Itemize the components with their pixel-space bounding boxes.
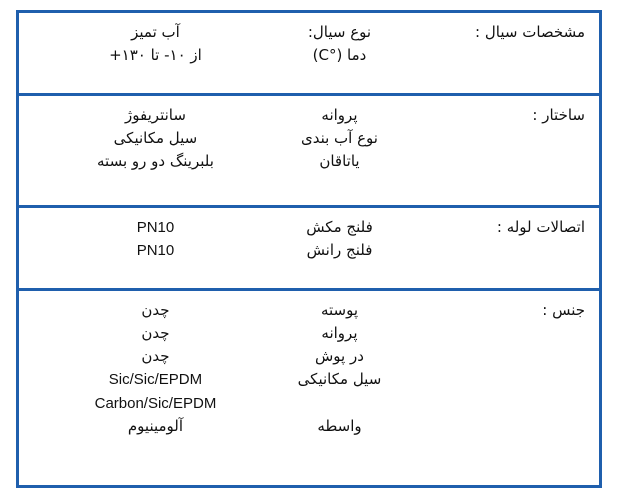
table-row — [19, 13, 599, 94]
param-label: پوسته — [320, 300, 358, 319]
section-label: مشخصات سیال : — [475, 23, 585, 41]
param-value: Carbon/Sic/EPDM — [94, 394, 217, 412]
section-params-cell — [252, 13, 427, 94]
param-value: سانتریفوژ — [125, 105, 186, 124]
section-params-cell — [252, 94, 427, 206]
section-params-cell — [252, 289, 427, 485]
param-label: نوع سیال: — [307, 23, 372, 41]
param-value: چدن — [141, 347, 170, 366]
section-values-cell — [19, 206, 252, 289]
section-params-cell — [252, 206, 427, 289]
specification-table-container — [16, 10, 602, 488]
param-label: فلنج مکش — [306, 217, 373, 236]
param-label: پروانه — [321, 105, 358, 124]
section-values-cell — [19, 94, 252, 206]
param-label-blank — [252, 392, 427, 415]
section-values-cell — [19, 289, 252, 485]
table-row — [19, 94, 599, 206]
param-value: PN10 — [136, 218, 175, 236]
param-label: دما (°C) — [312, 46, 367, 65]
section-label: ساختار : — [532, 105, 585, 124]
param-label: یاتاقان — [319, 152, 360, 171]
param-value: چدن — [141, 323, 170, 342]
param-value: آب تمیز — [131, 23, 180, 41]
section-label-cell — [427, 206, 599, 289]
specification-table-body — [19, 13, 599, 485]
section-label: جنس : — [542, 300, 585, 319]
param-value: آلومینیوم — [127, 416, 184, 435]
param-label: در پوش — [315, 347, 364, 366]
table-row — [19, 289, 599, 485]
param-label: فلنج رانش — [306, 240, 373, 259]
table-row — [19, 206, 599, 289]
param-value: سیل مکانیکی — [113, 129, 198, 148]
section-values-cell — [19, 13, 252, 94]
section-label-cell — [427, 94, 599, 206]
param-label: نوع آب بندی — [300, 129, 378, 148]
section-label-cell — [427, 289, 599, 485]
param-value: Sic/Sic/EPDM — [108, 371, 203, 389]
param-label: واسطه — [317, 416, 362, 435]
specification-table — [19, 13, 599, 485]
param-value: PN10 — [136, 241, 175, 259]
param-value: بلبرینگ دو رو بسته — [97, 152, 214, 171]
section-label-cell — [427, 13, 599, 94]
param-label: سیل مکانیکی — [297, 370, 382, 389]
param-value: چدن — [141, 300, 170, 319]
param-label: پروانه — [321, 323, 358, 342]
section-label: اتصالات لوله : — [496, 217, 585, 236]
param-value: از ۱۰- تا ۱۳۰+ — [109, 46, 202, 65]
